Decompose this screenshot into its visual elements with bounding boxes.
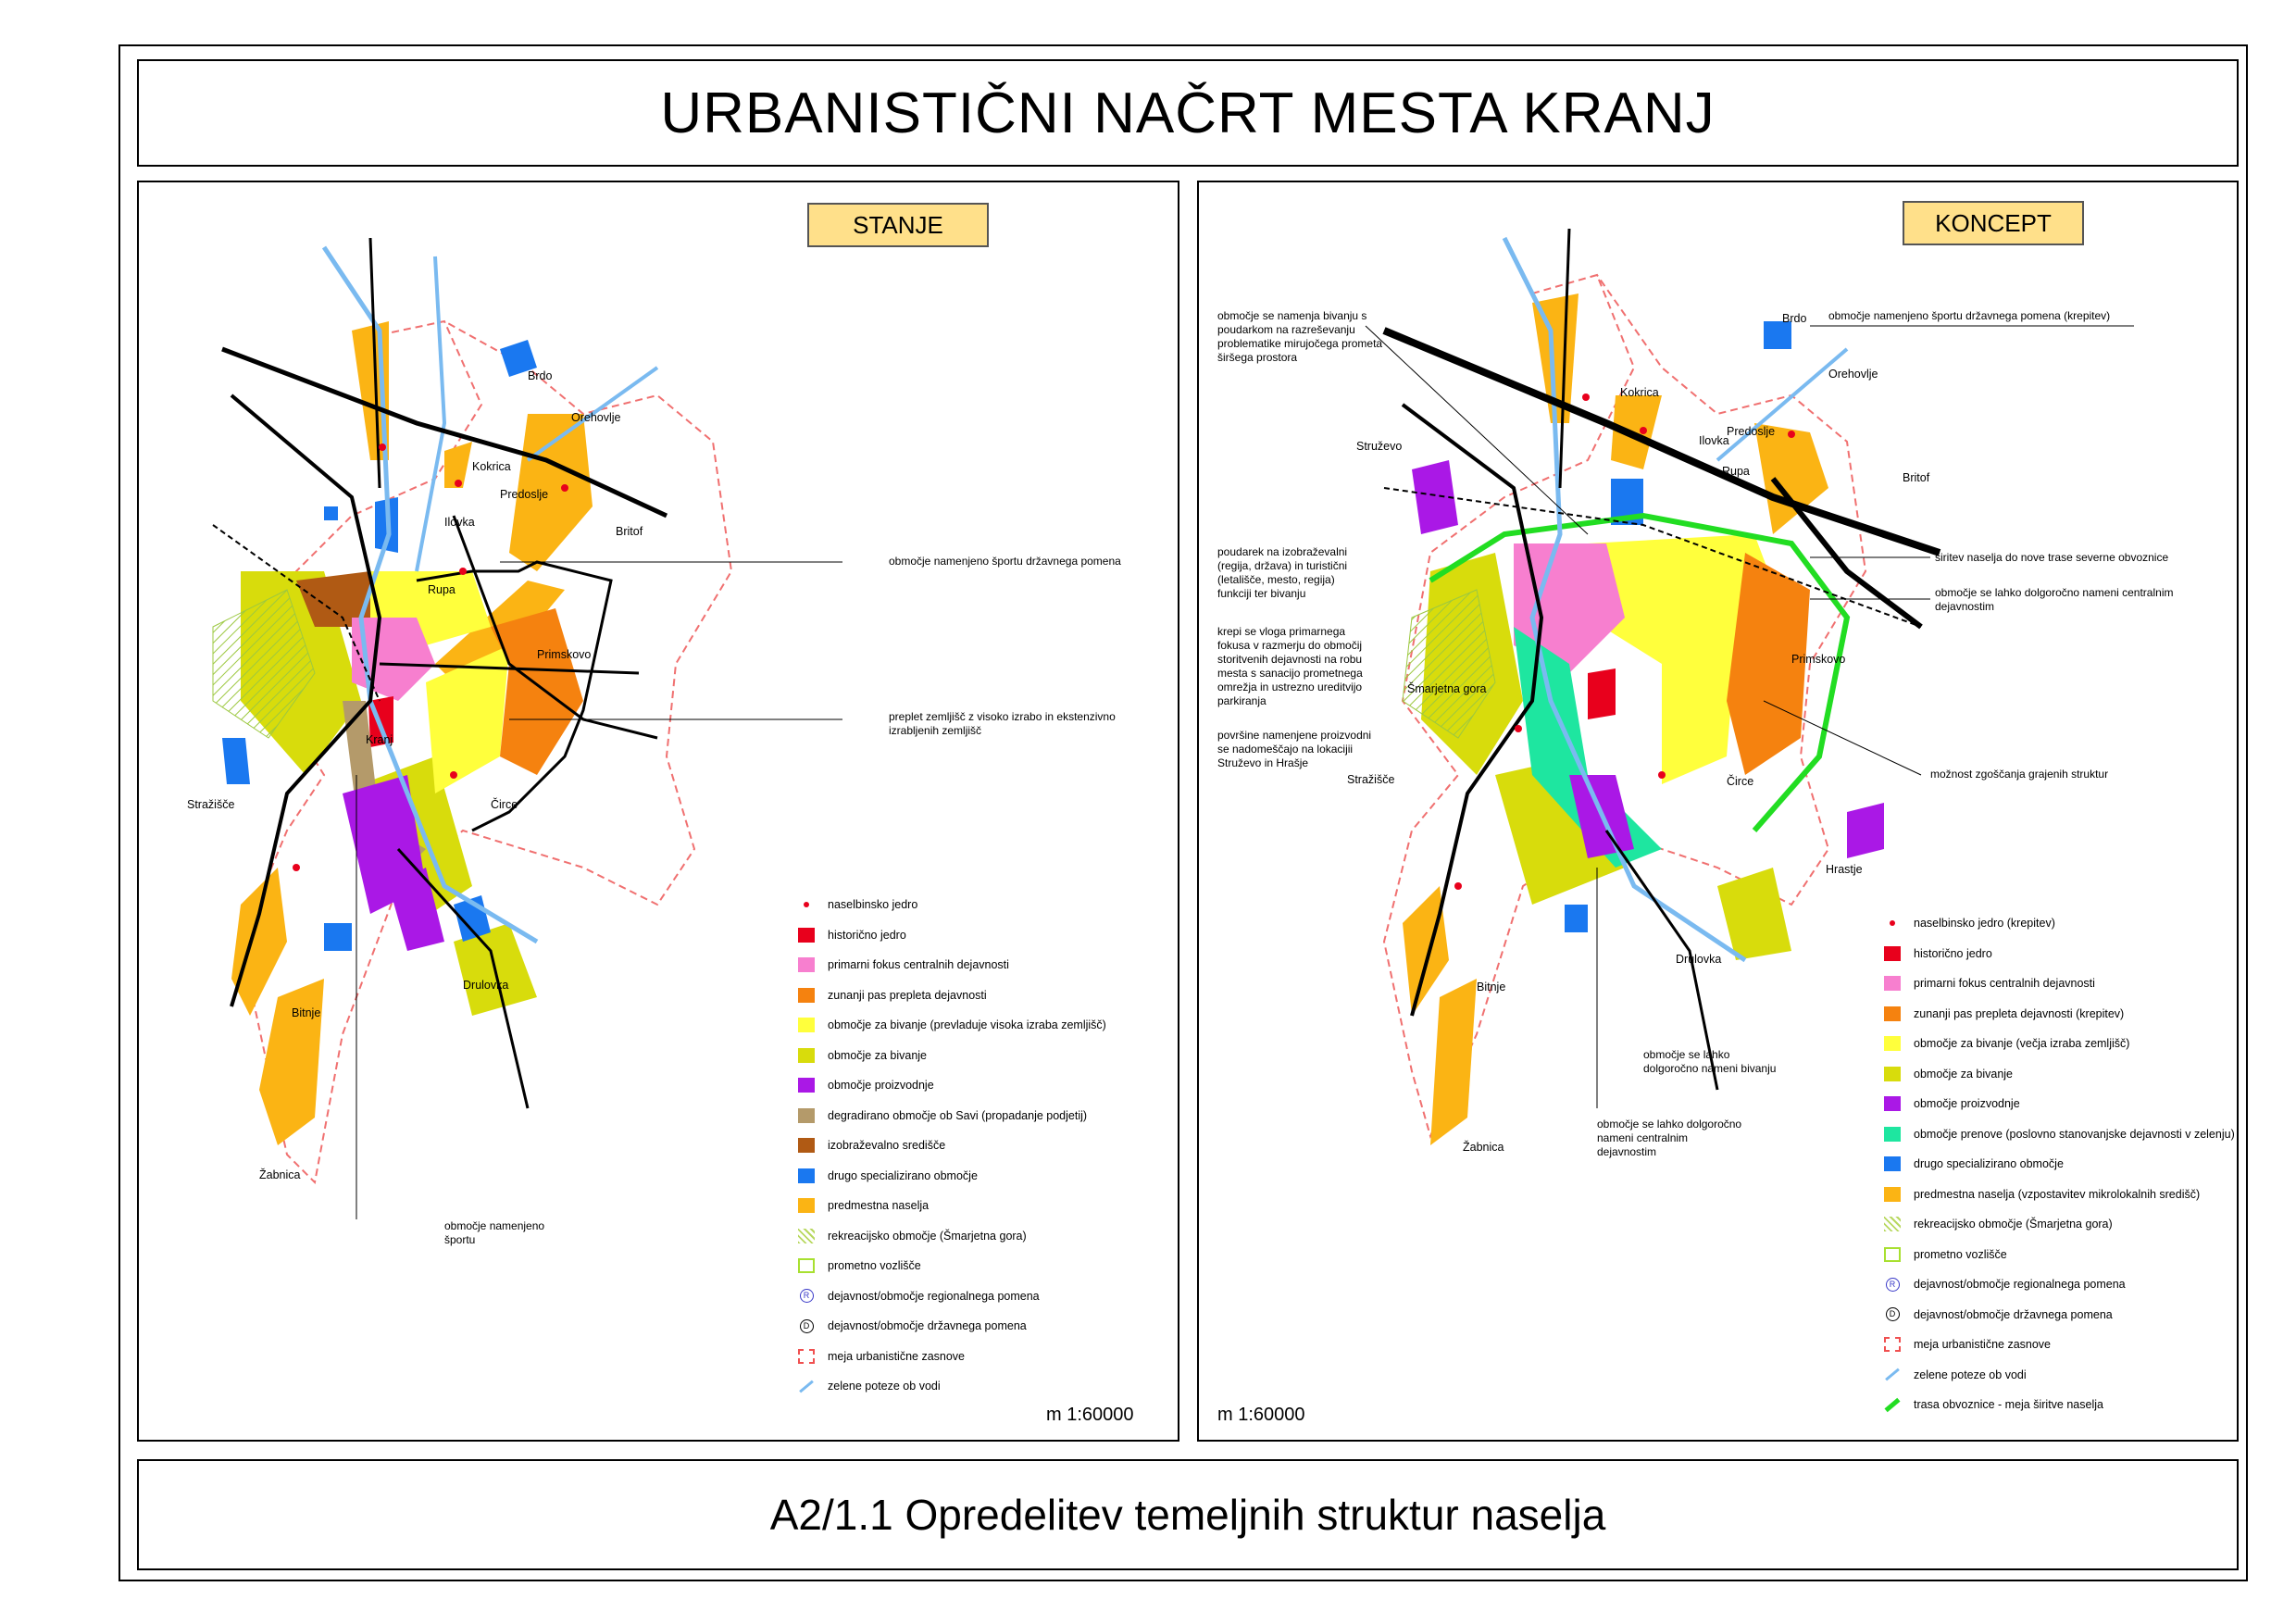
legend-swatch: D bbox=[1884, 1307, 1901, 1322]
legend-item bbox=[798, 1167, 978, 1185]
legend-label: območje proizvodnje bbox=[828, 1079, 934, 1092]
legend-item bbox=[798, 895, 917, 914]
legend-label: zunanji pas prepleta dejavnosti (krepitev) bbox=[1914, 1006, 2125, 1020]
panel-stanje bbox=[137, 181, 1179, 1442]
legend-item bbox=[798, 1287, 1040, 1305]
place-label: Čirce bbox=[1727, 775, 1754, 788]
legend-swatch bbox=[1884, 1337, 1901, 1352]
annotation-sport-local: območje namenjeno športu bbox=[444, 1219, 545, 1246]
legend-label: dejavnost/območje regionalnega pomena bbox=[1914, 1278, 2126, 1291]
settlement-core-dot bbox=[450, 771, 457, 779]
settlement-core-dot bbox=[455, 480, 462, 487]
legend-label: naselbinsko jedro bbox=[828, 898, 918, 911]
annotation-sport: območje namenjeno športu državnega pomena bbox=[889, 555, 1121, 568]
legend-swatch bbox=[798, 1229, 815, 1243]
panel-tag-koncept: KONCEPT bbox=[1903, 201, 2084, 245]
legend-label: dejavnost/območje državnega pomena bbox=[828, 1319, 1027, 1332]
legend-item bbox=[798, 1317, 1027, 1335]
legend-item bbox=[1884, 1305, 2113, 1324]
legend-label: primarni fokus centralnih dejavnosti bbox=[1914, 977, 2095, 990]
place-label: Orehovlje bbox=[571, 411, 621, 424]
annotation-dolgorocno-central: območje se lahko dolgoročno nameni centralnim dejavnostim bbox=[1597, 1118, 1742, 1158]
annotation-preplet: preplet zemljišč z visoko izrabo in ekstenzivno izrabljenih zemljišč bbox=[889, 710, 1116, 737]
place-label: Drulovka bbox=[1676, 953, 1722, 966]
legend-item bbox=[1884, 914, 2055, 932]
legend-item bbox=[798, 1377, 941, 1395]
place-label: Bitnje bbox=[292, 1006, 321, 1019]
residential-high-zone bbox=[1662, 645, 1736, 784]
page-title: URBANISTIČNI NAČRT MESTA KRANJ bbox=[660, 81, 1716, 145]
legend-item bbox=[798, 1136, 945, 1155]
place-label: Kokrica bbox=[472, 460, 511, 473]
legend-label: predmestna naselja (vzpostavitev mikrolokalnih središč) bbox=[1914, 1187, 2201, 1201]
legend-item bbox=[1884, 1366, 2027, 1384]
legend-swatch: D bbox=[798, 1318, 815, 1333]
place-label: Primskovo bbox=[1791, 653, 1846, 666]
legend-swatch bbox=[798, 1198, 815, 1213]
settlement-core-dot bbox=[1454, 882, 1462, 890]
legend-item bbox=[798, 926, 906, 944]
place-label: Žabnica bbox=[259, 1168, 301, 1181]
place-label: Hrastje bbox=[1826, 863, 1863, 876]
legend-label: drugo specializirano območje bbox=[828, 1168, 978, 1182]
place-label: Rupa bbox=[428, 583, 455, 596]
annotation-centralne: območje se lahko dolgoročno nameni centralnim dejavnostim bbox=[1935, 586, 2174, 613]
annotation-sport: območje namenjeno športu državnega pomena (krepitev) bbox=[1828, 309, 2111, 322]
legend-swatch bbox=[798, 928, 815, 943]
legend-swatch bbox=[1884, 946, 1901, 961]
legend-item bbox=[1884, 974, 2095, 993]
settlement-core-dot bbox=[1788, 431, 1795, 438]
annotation-izobrazevanje: poudarek na izobraževalni (regija, država) in turistični (letališče, mesto, regija) funkciji ter bivanju bbox=[1217, 545, 1348, 600]
legend-label: zelene poteze ob vodi bbox=[1914, 1368, 2027, 1381]
legend-swatch bbox=[798, 1108, 815, 1123]
legend-swatch bbox=[1884, 976, 1901, 991]
legend-label: območje za bivanje (prevladuje visoka izraba zemljišč) bbox=[828, 1018, 1106, 1031]
place-label: Struževo bbox=[1356, 440, 1403, 453]
suburb-zone bbox=[231, 868, 287, 1016]
legend-label: naselbinsko jedro (krepitev) bbox=[1914, 917, 2055, 930]
legend-item bbox=[798, 1076, 934, 1094]
annotation-dolgorocno-bivanje: območje se lahko dolgoročno nameni bivanju bbox=[1643, 1048, 1777, 1075]
specialized-zone bbox=[222, 738, 250, 784]
place-label: Primskovo bbox=[537, 648, 592, 661]
place-label: Britof bbox=[1903, 471, 1930, 484]
legend-label: degradirano območje ob Savi (propadanje podjetij) bbox=[828, 1108, 1088, 1122]
specialized-zone bbox=[324, 923, 352, 951]
place-label: Drulovka bbox=[463, 979, 509, 992]
legend-item bbox=[798, 1016, 1106, 1034]
legend-label: rekreacijsko območje (Šmarjetna gora) bbox=[828, 1229, 1027, 1243]
settlement-core-dot bbox=[379, 443, 386, 451]
legend-label: zelene poteze ob vodi bbox=[828, 1380, 941, 1393]
place-label: Ilovka bbox=[444, 516, 475, 529]
settlement-core-dot bbox=[459, 568, 467, 575]
production-zone bbox=[1847, 803, 1884, 858]
place-label: Kokrica bbox=[1620, 386, 1659, 399]
place-label: Brdo bbox=[1782, 312, 1807, 325]
annotation-siritev: širitev naselja do nove trase severne obvoznice bbox=[1935, 551, 2169, 564]
legend-label: dejavnost/območje regionalnega pomena bbox=[828, 1289, 1040, 1303]
legend-label: historično jedro bbox=[1914, 946, 1992, 960]
annotation-bivanje: območje se namenja bivanju s poudarkom na razreševanju problematike mirujočega prometa širšega prostora bbox=[1217, 309, 1383, 364]
legend-swatch bbox=[1884, 916, 1901, 931]
scale-label: m 1:60000 bbox=[1046, 1405, 1134, 1425]
legend-label: rekreacijsko območje (Šmarjetna gora) bbox=[1914, 1218, 2113, 1230]
legend-label: območje prenove (poslovno stanovanjske dejavnosti v zelenju) bbox=[1914, 1127, 2235, 1141]
specialized-zone bbox=[1565, 905, 1588, 932]
legend-label: prometno vozlišče bbox=[828, 1259, 921, 1272]
legend-swatch bbox=[798, 1048, 815, 1063]
legend-swatch bbox=[1884, 1247, 1901, 1262]
legend-item bbox=[798, 986, 987, 1005]
legend-label: primarni fokus centralnih dejavnosti bbox=[828, 958, 1009, 971]
suburb-zone bbox=[1430, 979, 1477, 1145]
legend-label: predmestna naselja bbox=[828, 1199, 930, 1212]
legend-item bbox=[1884, 1275, 2126, 1293]
legend-item bbox=[798, 1256, 921, 1275]
legend-swatch bbox=[1884, 1067, 1901, 1081]
legend-swatch bbox=[798, 1018, 815, 1032]
legend-swatch bbox=[798, 1168, 815, 1183]
place-label: Šmarjetna gora bbox=[1407, 682, 1487, 695]
legend-item bbox=[798, 1106, 1087, 1125]
legend-label: meja urbanistične zasnove bbox=[1914, 1338, 2051, 1351]
place-label: Predoslje bbox=[1727, 425, 1776, 438]
suburb-zone bbox=[259, 979, 324, 1145]
place-label: Orehovlje bbox=[1828, 368, 1878, 381]
legend-label: meja urbanistične zasnove bbox=[828, 1349, 965, 1363]
legend-swatch bbox=[1884, 1187, 1901, 1202]
place-label: Predoslje bbox=[500, 488, 549, 501]
scale-label: m 1:60000 bbox=[1217, 1405, 1305, 1425]
legend-swatch bbox=[798, 1379, 815, 1393]
main-road bbox=[222, 349, 667, 516]
place-label: Rupa bbox=[1722, 465, 1750, 478]
legend-label: izobraževalno središče bbox=[828, 1139, 946, 1152]
legend-item bbox=[798, 1227, 1027, 1245]
legend-label: območje za bivanje (večja izraba zemljišč) bbox=[1914, 1037, 2130, 1050]
panel-koncept bbox=[1197, 181, 2239, 1442]
legend-item bbox=[1884, 944, 1992, 963]
legend-label: območje za bivanje bbox=[828, 1048, 928, 1062]
legend-swatch bbox=[1884, 1127, 1901, 1142]
legend-label: trasa obvoznice - meja širitve naselja bbox=[1914, 1398, 2103, 1411]
legend-item bbox=[798, 1196, 929, 1215]
legend-item bbox=[1884, 1094, 2020, 1113]
map-stanje[interactable] bbox=[139, 182, 1178, 1440]
settlement-core-dot bbox=[561, 484, 568, 492]
legend-swatch bbox=[1884, 1006, 1901, 1021]
legend-item bbox=[798, 956, 1009, 974]
settlement-core-dot bbox=[1658, 771, 1666, 779]
place-label: Čirce bbox=[491, 798, 518, 811]
legend-label: prometno vozlišče bbox=[1914, 1247, 2007, 1261]
legend-swatch bbox=[798, 988, 815, 1003]
legend-label: zunanji pas prepleta dejavnosti bbox=[828, 988, 987, 1002]
legend-item bbox=[1884, 1065, 2013, 1083]
legend-item bbox=[1884, 1185, 2200, 1204]
annotation-zgoscanje: možnost zgoščanja grajenih struktur bbox=[1930, 768, 2109, 781]
legend-swatch bbox=[1884, 1397, 1901, 1412]
specialized-zone bbox=[324, 506, 338, 520]
place-label: Kranj bbox=[366, 733, 393, 746]
place-label: Stražišče bbox=[1347, 773, 1395, 786]
panel-tag-stanje: STANJE bbox=[807, 203, 989, 247]
annotation-proizvodne: površine namenjene proizvodni se nadomeščajo na lokacijii Struževo in Hrašje bbox=[1217, 729, 1372, 769]
footer-title: A2/1.1 Opredelitev temeljnih struktur naselja bbox=[769, 1491, 1606, 1539]
legend-swatch bbox=[798, 897, 815, 912]
legend-swatch bbox=[798, 1349, 815, 1364]
place-label: Bitnje bbox=[1477, 981, 1506, 993]
legend-swatch: R bbox=[798, 1289, 815, 1304]
title-box bbox=[137, 59, 2239, 167]
place-label: Žabnica bbox=[1463, 1141, 1504, 1154]
legend-swatch bbox=[798, 957, 815, 972]
settlement-core-dot bbox=[1515, 725, 1522, 732]
settlement-core-dot bbox=[1640, 427, 1647, 434]
annotation-fokus: krepi se vloga primarnega fokusa v razmerju do območij storitvenih dejavnosti na robu mesta s sanacijo prometnega omrežja in ustrezno ureditvijo parkiranja bbox=[1217, 625, 1363, 707]
legend-swatch bbox=[1884, 1217, 1901, 1231]
legend-swatch bbox=[1884, 1036, 1901, 1051]
suburb-zone bbox=[1754, 423, 1828, 534]
legend-item bbox=[1884, 1005, 2124, 1023]
place-label: Stražišče bbox=[187, 798, 235, 811]
legend-swatch bbox=[1884, 1368, 1901, 1382]
settlement-core-dot bbox=[293, 864, 300, 871]
legend-item bbox=[1884, 1125, 2235, 1143]
legend-item bbox=[798, 1347, 965, 1366]
legend-item bbox=[1884, 1034, 2129, 1053]
river-green-line bbox=[417, 256, 444, 571]
legend-item bbox=[1884, 1155, 2064, 1173]
place-label: Brdo bbox=[528, 369, 553, 382]
historic-core bbox=[1588, 668, 1616, 719]
legend-label: drugo specializirano območje bbox=[1914, 1157, 2064, 1170]
place-label: Ilovka bbox=[1699, 434, 1729, 447]
legend-swatch bbox=[1884, 1096, 1901, 1111]
legend-swatch bbox=[798, 1138, 815, 1153]
legend-label: historično jedro bbox=[828, 928, 906, 942]
legend-item bbox=[1884, 1215, 2113, 1233]
legend-label: območje proizvodnje bbox=[1914, 1097, 2020, 1110]
legend-item bbox=[1884, 1335, 2051, 1354]
legend-label: dejavnost/območje državnega pomena bbox=[1914, 1307, 2113, 1321]
place-label: Britof bbox=[616, 525, 643, 538]
map-koncept[interactable] bbox=[1199, 182, 2237, 1440]
footer-box bbox=[137, 1459, 2239, 1570]
legend-item bbox=[1884, 1395, 2103, 1414]
settlement-core-dot bbox=[1582, 394, 1590, 401]
legend-swatch bbox=[1884, 1156, 1901, 1171]
legend-label: območje za bivanje bbox=[1914, 1067, 2014, 1081]
legend-swatch bbox=[798, 1078, 815, 1093]
legend-item bbox=[1884, 1245, 2007, 1264]
legend-swatch bbox=[798, 1258, 815, 1273]
legend-swatch: R bbox=[1884, 1277, 1901, 1292]
legend-item bbox=[798, 1046, 927, 1065]
